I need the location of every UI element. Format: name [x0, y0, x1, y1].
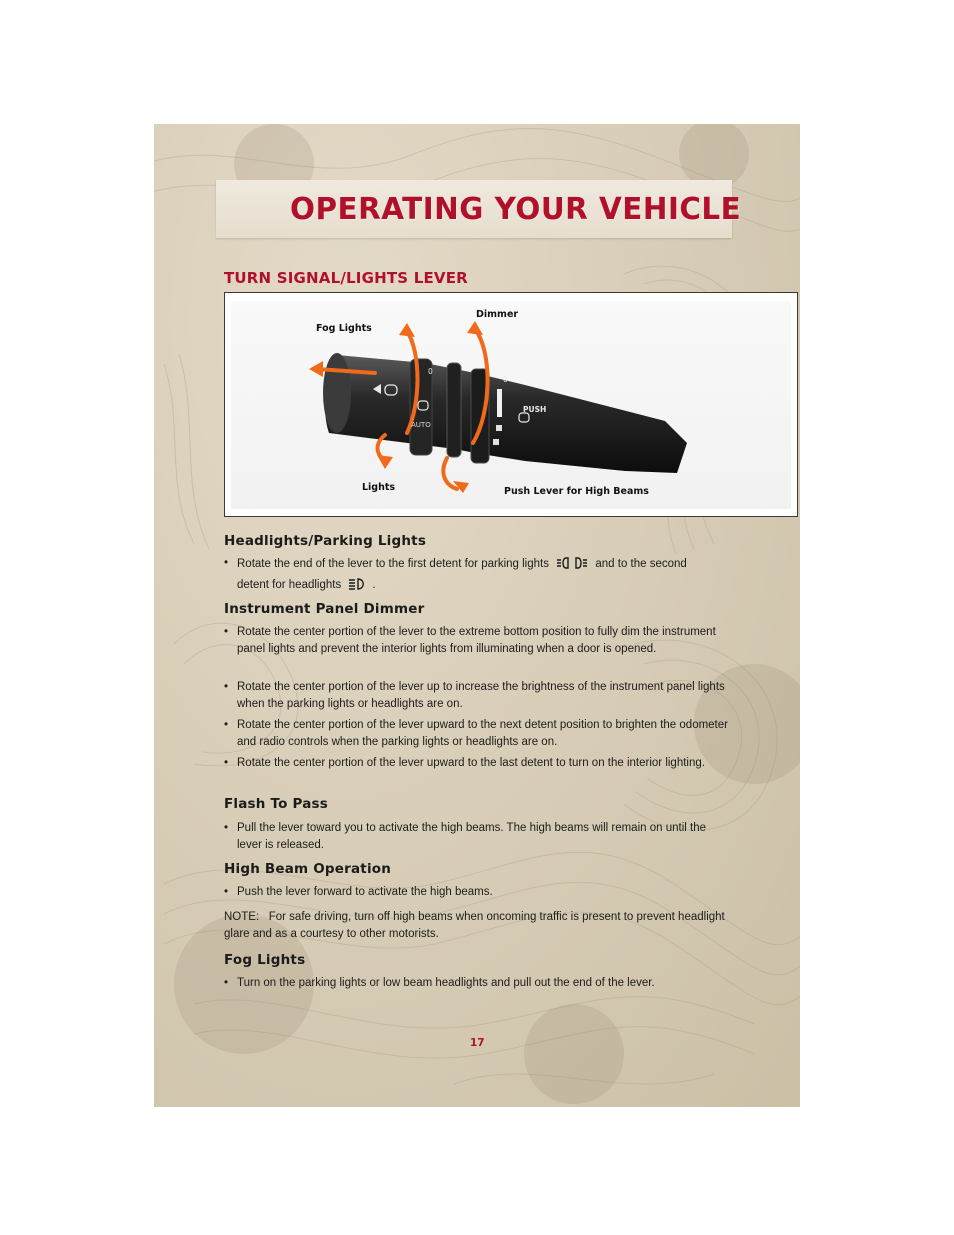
heading-dimmer: Instrument Panel Dimmer [224, 601, 425, 617]
headlights-icon [348, 577, 368, 597]
section-heading: TURN SIGNAL/LIGHTS LEVER [224, 269, 468, 287]
parking-lights-icon [556, 556, 588, 576]
bullet-dot: • [224, 557, 229, 569]
bullet-text-d: . [372, 579, 376, 591]
lever-figure [224, 292, 798, 517]
bullet-dot: • [224, 757, 229, 769]
heading-flash-to-pass: Flash To Pass [224, 796, 329, 812]
bullet-dimmer-1 [224, 624, 730, 674]
bullet-text: Pull the lever toward you to activate the high beams. The high beams will remain on until the lever is released. [237, 822, 706, 851]
lever-illustration [225, 293, 797, 516]
bullet-dot: • [224, 626, 229, 638]
note-label: NOTE: [224, 911, 260, 923]
page-number: 17 [470, 1037, 485, 1049]
bullet-dimmer-4 [224, 755, 730, 789]
bullet-text: Rotate the center portion of the lever up to increase the brightness of the instrument panel lights when the parking lights or headlights are on. [237, 681, 725, 710]
heading-high-beam: High Beam Operation [224, 861, 392, 877]
bullet-text: Rotate the center portion of the lever upward to the last detent to turn on the interior lighting. [237, 757, 705, 769]
bullet-text: Rotate the center portion of the lever upward to the next detent position to brighten the odometer and radio controls when the parking lights or headlights are on. [237, 719, 728, 748]
note-high-beam [224, 909, 730, 943]
bullet-text [237, 555, 730, 597]
bullet-dot: • [224, 822, 229, 834]
bullet-text: Push the lever forward to activate the high beams. [237, 886, 493, 898]
label-fog-lights: Fog Lights [316, 323, 372, 334]
bullet-dot: • [224, 681, 229, 693]
bullet-fog [224, 975, 730, 993]
bullet-text-a: Rotate the end of the lever to the first detent for parking lights [237, 558, 549, 570]
lever-push-text: PUSH [523, 405, 547, 414]
bullet-flash [224, 820, 730, 854]
bullet-high-beam [224, 884, 730, 902]
lever-zero-a: 0 [428, 367, 433, 376]
note-text: For safe driving, turn off high beams when oncoming traffic is present to prevent headlight glare and as a courtesy to other motorists. [224, 911, 725, 940]
label-push-lever: Push Lever for High Beams [504, 486, 649, 497]
heading-fog-lights: Fog Lights [224, 952, 306, 968]
bullet-text: Rotate the center portion of the lever to the extreme bottom position to fully dim the instrument panel lights and prevent the interior lights from illuminating when a door is opened. [237, 626, 716, 655]
label-dimmer: Dimmer [476, 309, 519, 320]
manual-page [154, 124, 800, 1107]
bullet-text-b: and to the second [595, 558, 687, 570]
bullet-dot: • [224, 719, 229, 731]
bullet-dot: • [224, 886, 229, 898]
heading-headlights: Headlights/Parking Lights [224, 533, 427, 549]
bullet-dimmer-2 [224, 679, 730, 713]
label-lights: Lights [362, 482, 396, 493]
bullet-dot: • [224, 977, 229, 989]
bullet-headlights [224, 555, 730, 591]
bullet-text-c: detent for headlights [237, 579, 342, 591]
lever-auto-text: AUTO [411, 421, 431, 429]
page-title: OPERATING YOUR VEHICLE [290, 192, 742, 227]
bullet-text: Turn on the parking lights or low beam headlights and pull out the end of the lever. [237, 977, 655, 989]
bullet-dimmer-3 [224, 717, 730, 751]
lever-zero-b: 0 [503, 375, 508, 384]
